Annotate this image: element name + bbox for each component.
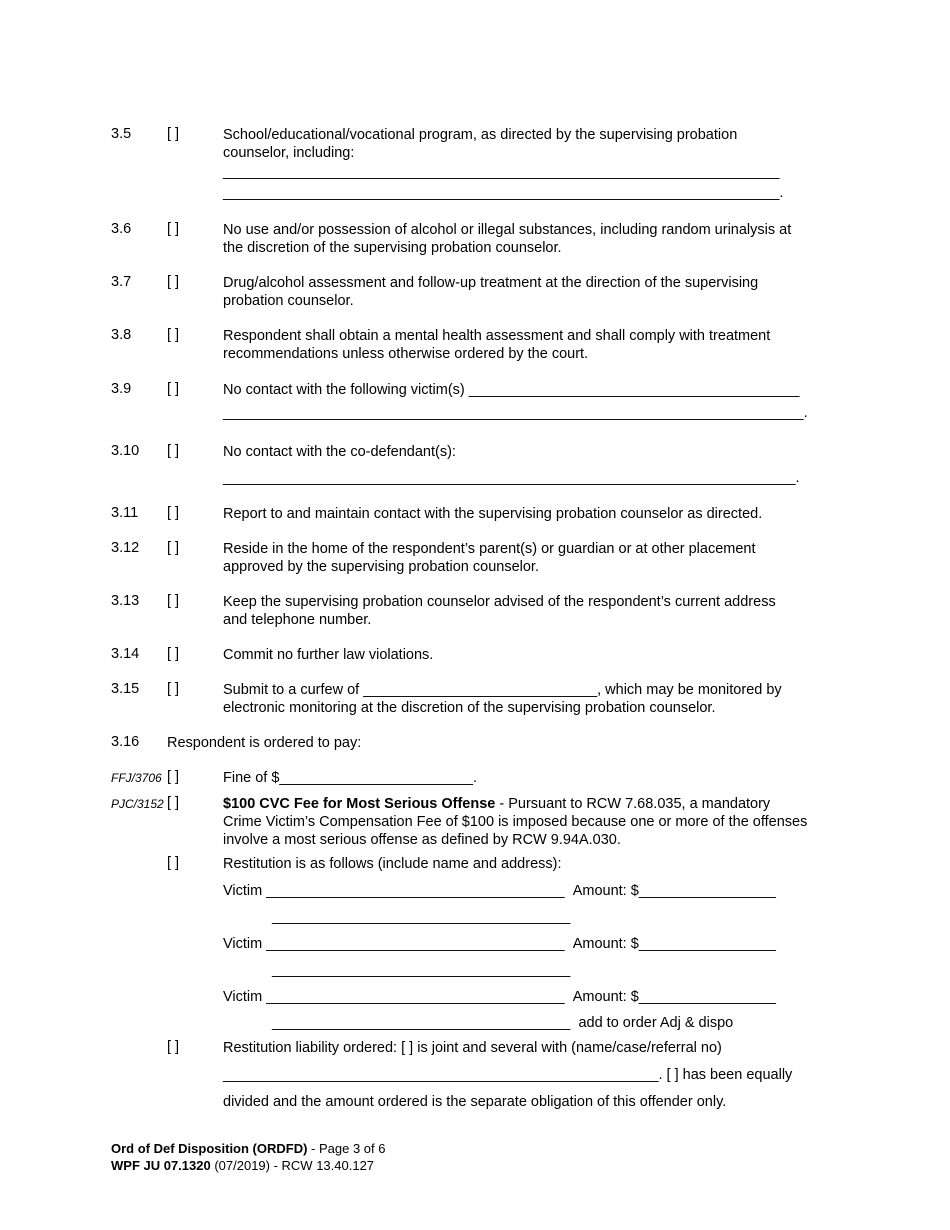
item-number: 3.11 [111, 505, 139, 521]
item-number: 3.5 [111, 126, 132, 142]
victim-field[interactable]: _____________________________________ [266, 989, 565, 1005]
restitution-label: Restitution is as follows (include name and address): [223, 856, 562, 872]
victim-row: Victim _____________________________________ Amount: $_________________ [223, 883, 776, 899]
item-text: No use and/or possession of alcohol or illegal substances, including random urinalysis at the discretion of the supervising probation counselor. [223, 222, 792, 256]
fee-code: FFJ/3706 [111, 771, 162, 785]
item-text: Reside in the home of the respondent’s parent(s) or guardian or at other placement approved by the supervising probation counselor. [223, 541, 756, 575]
victim-field[interactable]: _____________________________________ [266, 936, 565, 952]
checkbox[interactable]: [ ] [167, 795, 180, 811]
item-number: 3.8 [111, 327, 132, 343]
checkbox[interactable]: [ ] [167, 769, 180, 785]
item-number: 3.10 [111, 443, 140, 459]
fill-line[interactable]: _________________________________________ [468, 382, 800, 398]
item-number: 3.7 [111, 274, 132, 290]
checkbox[interactable]: [ ] [167, 593, 180, 609]
address-row [272, 1014, 733, 1032]
item-text: Respondent shall obtain a mental health assessment and shall comply with treatment recommendations unless otherwise ordered by the court. [223, 328, 771, 362]
liability-line3: divided and the amount ordered is the separate obligation of this offender only. [223, 1094, 727, 1110]
checkbox[interactable]: [ ] [167, 855, 180, 871]
item-text: No contact with the following victim(s) _________________________________________ [223, 382, 800, 398]
checkbox[interactable]: [ ] [167, 443, 180, 459]
victim-row: Victim _____________________________________ Amount: $_________________ [223, 936, 776, 952]
checkbox[interactable]: [ ] [167, 274, 180, 290]
fine-amount-field[interactable]: ________________________ [279, 770, 473, 786]
item-text: Drug/alcohol assessment and follow-up treatment at the direction of the supervising probation counselor. [223, 275, 759, 309]
amount-field[interactable]: _________________ [638, 936, 776, 952]
item-number: 3.9 [111, 381, 132, 397]
fee-code: PJC/3152 [111, 797, 164, 811]
checkbox[interactable]: [ ] [167, 381, 180, 397]
item-number: 3.6 [111, 221, 132, 237]
checkbox[interactable]: [ ] [167, 327, 180, 343]
footer-form: WPF JU 07.1320 (07/2019) - RCW 13.40.127 [111, 1158, 375, 1173]
item-text: Keep the supervising probation counselor advised of the respondent’s current address and telephone number. [223, 594, 776, 628]
checkbox[interactable]: [ ] [167, 646, 180, 662]
checkbox[interactable]: [ ] [167, 681, 180, 697]
item-number: 3.13 [111, 593, 140, 609]
fill-line[interactable]: _____________________________________________________________________ [223, 164, 780, 180]
liability-line2: ______________________________________________________. [ ] has been equally [223, 1067, 793, 1083]
item-number: 3.14 [111, 646, 140, 662]
amount-field[interactable]: _________________ [638, 989, 776, 1005]
victim-row: Victim _____________________________________ Amount: $_________________ [223, 989, 776, 1005]
item-text: Respondent is ordered to pay: [167, 735, 362, 751]
item-text: School/educational/vocational program, as directed by the supervising probation counselor, including: [223, 127, 738, 161]
checkbox[interactable]: [ ] [167, 221, 180, 237]
fill-line[interactable]: _______________________________________________________________________. [223, 470, 800, 486]
footer-title: Ord of Def Disposition (ORDFD) - Page 3 of 6 [111, 1141, 386, 1156]
fill-line[interactable]: _____________________________________________________________________. [223, 185, 784, 201]
amount-field[interactable]: _________________ [638, 883, 776, 899]
item-number: 3.15 [111, 681, 140, 697]
address-field[interactable]: _____________________________________ [272, 909, 571, 925]
item-text: No contact with the co-defendant(s): [223, 444, 456, 460]
cvc-fee-text: $100 CVC Fee for Most Serious Offense - Pursuant to RCW 7.68.035, a mandatory Crime Victim’s Compensation Fee of $100 is imposed because one or more of the offenses involve a most serious offense as defined by RCW 9.94A.030. [223, 796, 808, 848]
address-field[interactable]: _____________________________________ [272, 962, 571, 978]
item-number: 3.16 [111, 734, 140, 750]
item-text: Commit no further law violations. [223, 647, 434, 663]
item-text: Report to and maintain contact with the supervising probation counselor as directed. [223, 506, 763, 522]
liability-line1: Restitution liability ordered: [ ] is joint and several with (name/case/referral no) [223, 1040, 722, 1056]
liability-field[interactable]: ______________________________________________________ [223, 1067, 659, 1083]
fine-line: Fine of $________________________. [223, 770, 477, 786]
item-text: Submit to a curfew of _____________________________, which may be monitored by electronic monitoring at the discretion of the supervising probation counselor. [223, 682, 782, 716]
checkbox[interactable]: [ ] [167, 1039, 180, 1055]
item-number: 3.12 [111, 540, 140, 556]
victim-field[interactable]: _____________________________________ [266, 883, 565, 899]
address-field[interactable]: _____________________________________ [272, 1015, 571, 1031]
checkbox[interactable]: [ ] [167, 505, 180, 521]
checkbox[interactable]: [ ] [167, 126, 180, 142]
fill-line[interactable]: ________________________________________________________________________. [223, 405, 808, 421]
curfew-field[interactable]: _____________________________ [363, 682, 598, 698]
checkbox[interactable]: [ ] [167, 540, 180, 556]
note: add to order Adj & dispo [578, 1015, 734, 1031]
